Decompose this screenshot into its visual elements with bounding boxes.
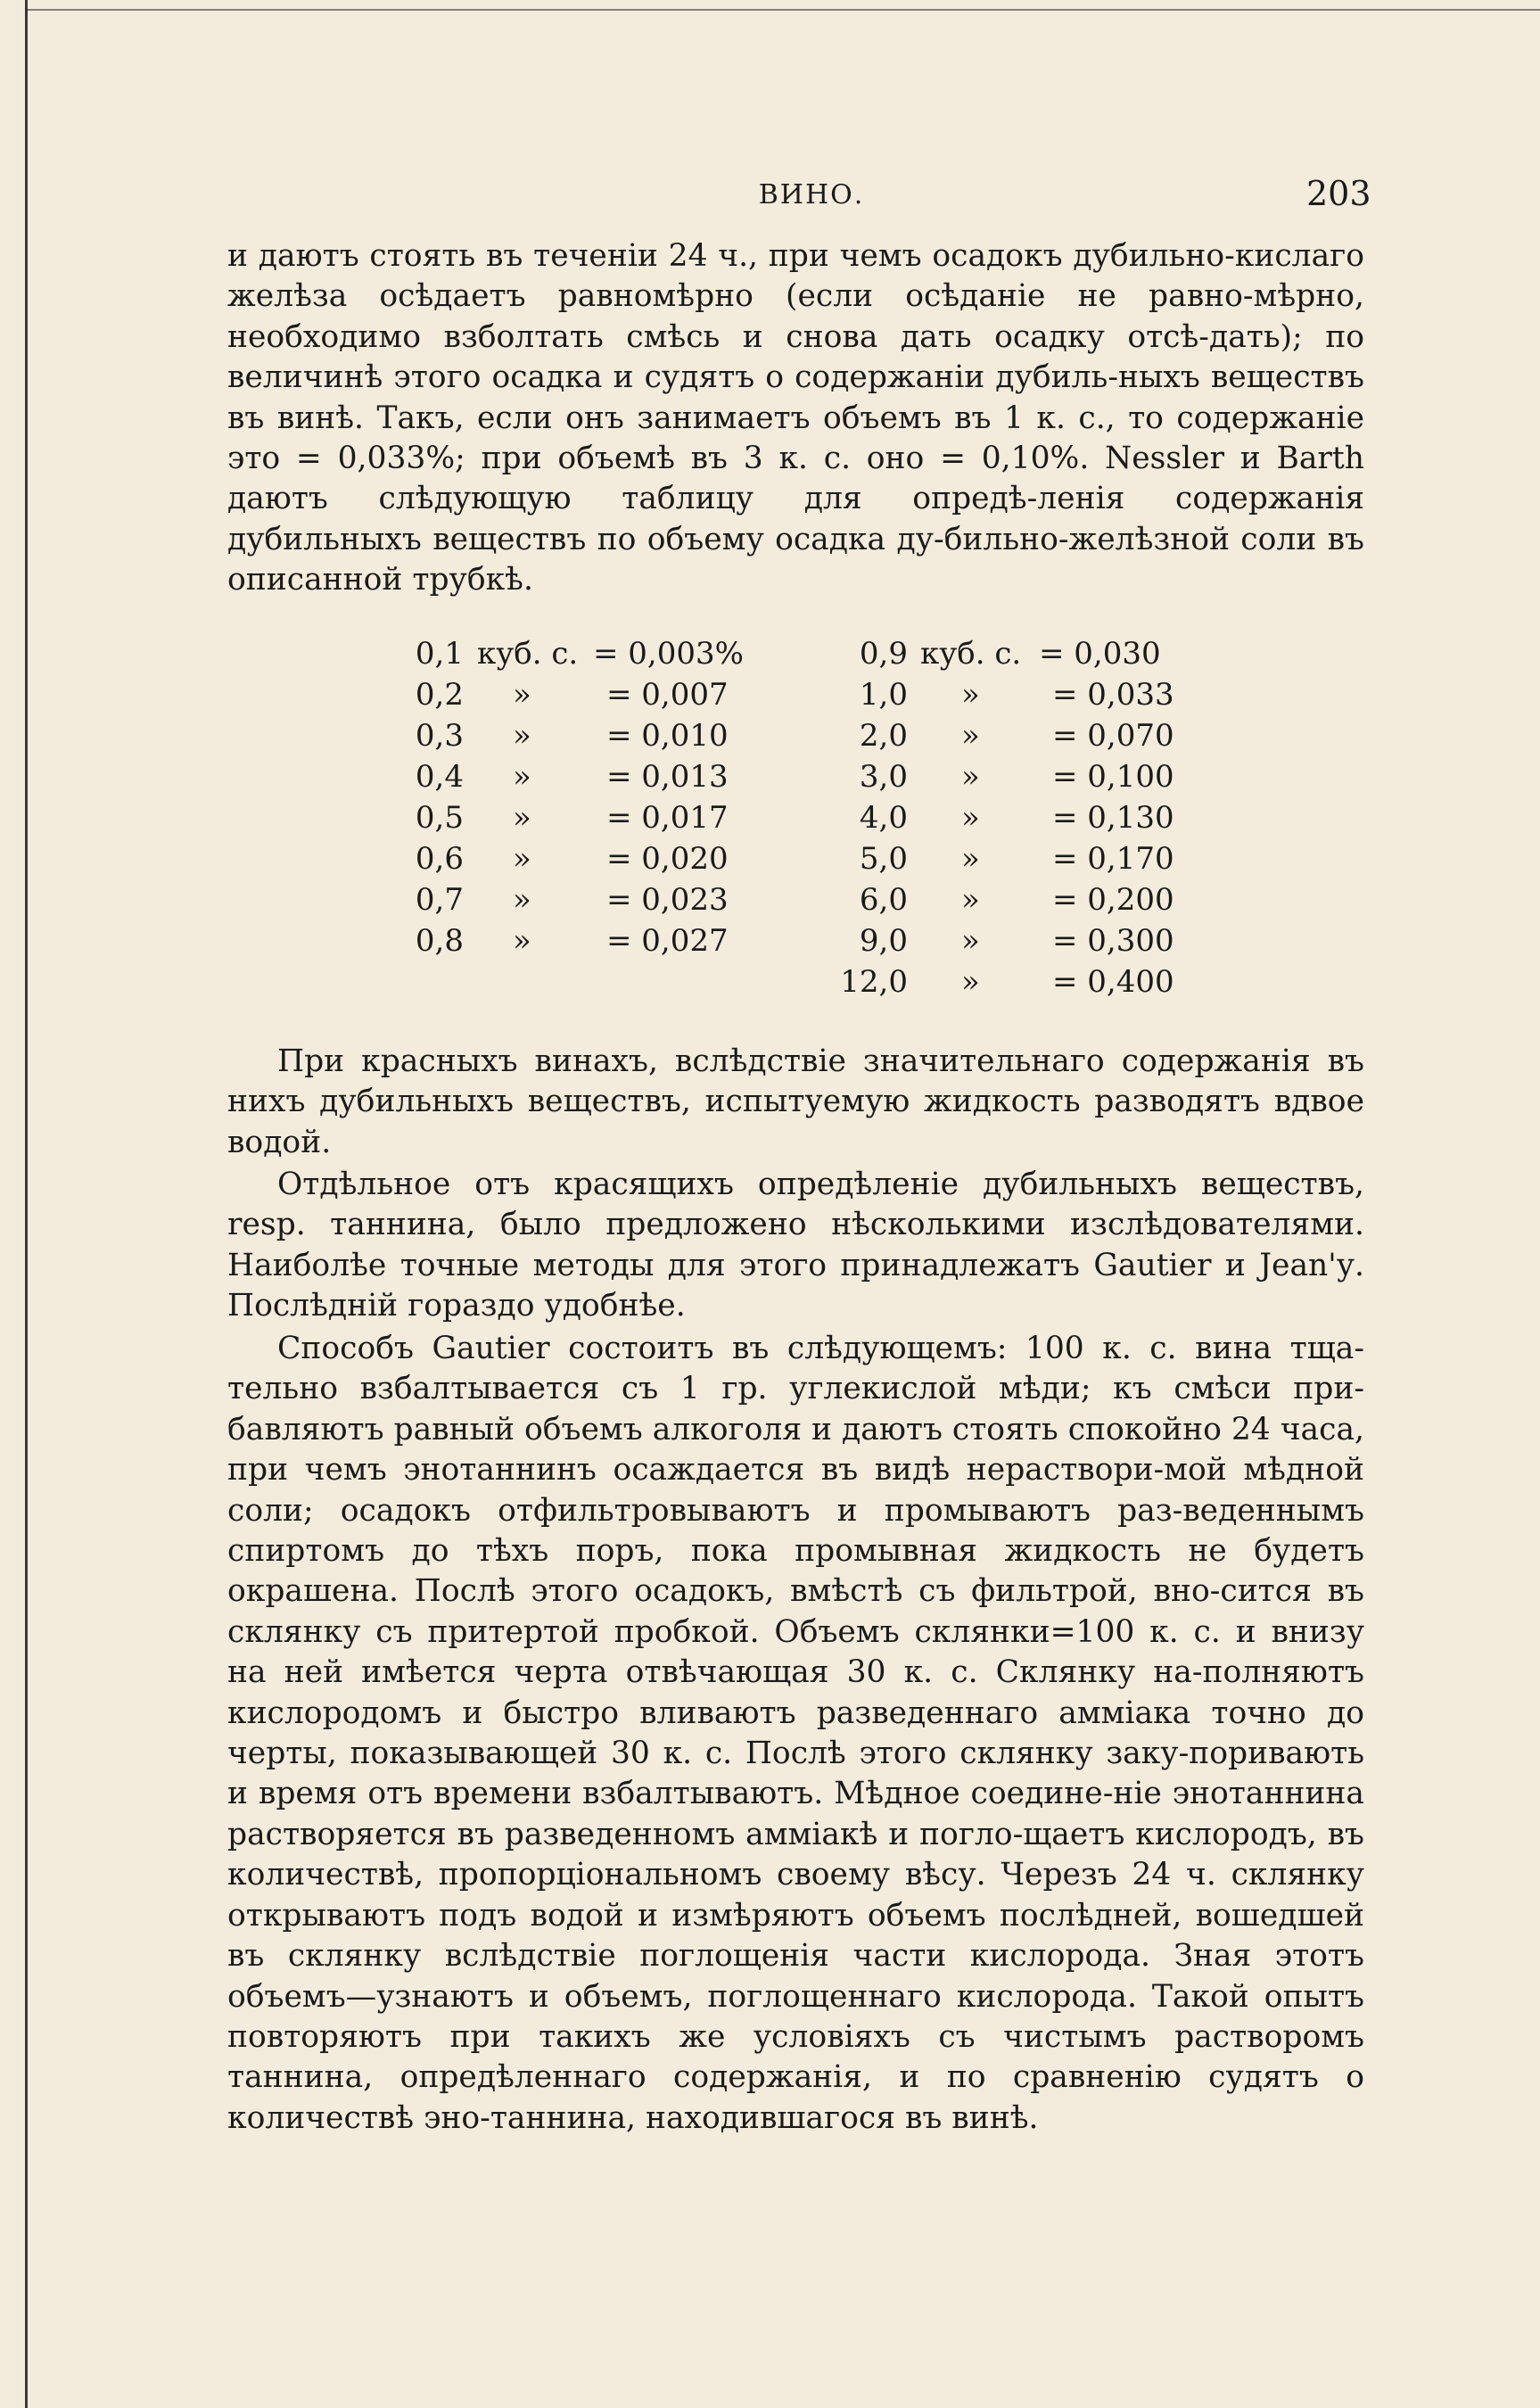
paragraph-red-wines bbox=[227, 1042, 1364, 1163]
right-result: = 0,400 bbox=[1052, 964, 1174, 1000]
table-row bbox=[0, 923, 1540, 964]
right-result: = 0,030 bbox=[1039, 636, 1161, 672]
left-ditto-mark: » bbox=[513, 841, 531, 877]
right-unit: куб. с. bbox=[920, 636, 1022, 672]
right-volume: 6,0 bbox=[859, 882, 908, 918]
left-volume: 0,8 bbox=[415, 923, 464, 959]
table-row bbox=[0, 841, 1540, 882]
left-result: = 0,023 bbox=[606, 882, 729, 918]
left-result: = 0,003% bbox=[593, 636, 744, 672]
left-volume: 0,1 bbox=[415, 636, 464, 672]
right-volume: 12,0 bbox=[840, 964, 908, 1000]
paragraph-text: и даютъ стоять въ теченіи 24 ч., при чемъ осадокъ дубильно-кислаго желѣза осѣдаетъ равномѣрно (если осѣданіе не равно-мѣрно, необходимо взболтать смѣсь и снова дать осадку отсѣ-дать); по величинѣ этого осадка и судятъ о содержаніи дубиль-ныхъ веществъ въ винѣ. Такъ, если онъ занимаетъ объемъ въ 1 к. с., то содержаніе это = 0,033%; при объемѣ въ 3 к. с. оно = 0,10%. Nessler и Barth даютъ слѣдующую таблицу для опредѣ-ленія содержанія дубильныхъ веществъ по объему осадка ду-бильно-желѣзной соли въ описанной трубкѣ. bbox=[227, 238, 1364, 598]
right-volume: 3,0 bbox=[859, 759, 908, 795]
right-volume: 2,0 bbox=[859, 718, 908, 754]
left-ditto-mark: » bbox=[513, 677, 531, 713]
right-ditto-mark: » bbox=[961, 923, 980, 959]
right-ditto-mark: » bbox=[961, 841, 980, 877]
table-row bbox=[0, 636, 1540, 677]
left-volume: 0,6 bbox=[415, 841, 464, 877]
right-volume: 5,0 bbox=[859, 841, 908, 877]
table-row bbox=[0, 718, 1540, 759]
right-volume: 4,0 bbox=[859, 800, 908, 836]
table-row bbox=[0, 964, 1540, 1005]
right-ditto-mark: » bbox=[961, 882, 980, 918]
paragraph-gautier-method bbox=[227, 1329, 1364, 2139]
paragraph-text: Отдѣльное отъ красящихъ опредѣленіе дубильныхъ веществъ, resp. таннина, было предложено нѣсколькими изслѣдователями. Наиболѣе точные методы для этого принадлежатъ Gautier и Jean'у. Послѣдній гораздо удобнѣе. bbox=[227, 1167, 1364, 1324]
left-unit: куб. с. bbox=[477, 636, 579, 672]
left-volume: 0,7 bbox=[415, 882, 464, 918]
sediment-volume-table bbox=[0, 636, 1540, 1010]
right-result: = 0,200 bbox=[1052, 882, 1174, 918]
left-volume: 0,3 bbox=[415, 718, 464, 754]
right-result: = 0,170 bbox=[1052, 841, 1174, 877]
page-edge bbox=[25, 0, 28, 2408]
left-ditto-mark: » bbox=[513, 718, 531, 754]
right-volume: 0,9 bbox=[859, 636, 908, 672]
right-volume: 9,0 bbox=[859, 923, 908, 959]
right-ditto-mark: » bbox=[961, 800, 980, 836]
paragraph-text: При красныхъ винахъ, вслѣдствіе значительнаго содержанія въ нихъ дубильныхъ веществъ, испытуемую жидкость разводятъ вдвое водой. bbox=[227, 1043, 1364, 1160]
left-volume: 0,2 bbox=[415, 677, 464, 713]
paragraph-tannin-sediment bbox=[227, 236, 1364, 601]
left-ditto-mark: » bbox=[513, 923, 531, 959]
paragraph-tannin-methods bbox=[227, 1165, 1364, 1327]
right-result: = 0,100 bbox=[1052, 759, 1174, 795]
paragraph-text: Способъ Gautier состоитъ въ слѣдующемъ: 100 к. с. вина тща-тельно взбалтывается съ 1 гр. углекислой мѣди; къ смѣси при-бавляютъ равный объемъ алкоголя и даютъ стоять спокойно 24 часа, при чемъ энотаннинъ осаждается въ видѣ нераствори-мой мѣдной соли; осадокъ отфильтровываютъ и промываютъ раз-веденнымъ спиртомъ до тѣхъ поръ, пока промывная жидкость не будетъ окрашена. Послѣ этого осадокъ, вмѣстѣ съ фильтрой, вно-сится въ склянку съ притертой пробкой. Объемъ склянки=100 к. с. и внизу на ней имѣется черта отвѣчающая 30 к. с. Склянку на-полняютъ кислородомъ и быстро вливаютъ разведеннаго амміака точно до черты, показывающей 30 к. с. Послѣ этого склянку заку-поривають и время отъ времени взбалтываютъ. Мѣдное соедине-ніе энотаннина растворяется въ разведенномъ амміакѣ и погло-щаетъ кислородъ, въ количествѣ, пропорціональномъ своему вѣсу. Черезъ 24 ч. склянку открываютъ подъ водой и измѣряютъ объемъ послѣдней, вошедшей въ склянку вслѣдствіе поглощенія части кислорода. Зная этотъ объемъ—узнаютъ и объемъ, поглощеннаго кислорода. Такой опытъ повторяютъ при такихъ же условіяхъ съ чистымъ растворомъ таннина, опредѣленнаго содержанія, и по сравненію судятъ о количествѣ эно-таннина, находившагося въ винѣ. bbox=[227, 1331, 1364, 2136]
right-result: = 0,070 bbox=[1052, 718, 1174, 754]
right-ditto-mark: » bbox=[961, 677, 980, 713]
right-ditto-mark: » bbox=[961, 964, 980, 1000]
left-result: = 0,020 bbox=[606, 841, 729, 877]
left-result: = 0,007 bbox=[606, 677, 729, 713]
right-volume: 1,0 bbox=[859, 677, 908, 713]
left-result: = 0,013 bbox=[606, 759, 729, 795]
table-row bbox=[0, 882, 1540, 923]
table-row bbox=[0, 677, 1540, 718]
right-ditto-mark: » bbox=[961, 718, 980, 754]
page-number: 203 bbox=[1306, 174, 1371, 213]
left-result: = 0,010 bbox=[606, 718, 729, 754]
page-header bbox=[0, 174, 1540, 219]
left-ditto-mark: » bbox=[513, 759, 531, 795]
right-result: = 0,130 bbox=[1052, 800, 1174, 836]
right-ditto-mark: » bbox=[961, 759, 980, 795]
left-result: = 0,027 bbox=[606, 923, 729, 959]
left-volume: 0,4 bbox=[415, 759, 464, 795]
running-title: ВИНО. bbox=[758, 179, 865, 210]
table-row bbox=[0, 759, 1540, 800]
left-volume: 0,5 bbox=[415, 800, 464, 836]
page-edge-top bbox=[25, 9, 1540, 11]
left-ditto-mark: » bbox=[513, 882, 531, 918]
table-row bbox=[0, 800, 1540, 841]
left-ditto-mark: » bbox=[513, 800, 531, 836]
left-result: = 0,017 bbox=[606, 800, 729, 836]
right-result: = 0,033 bbox=[1052, 677, 1174, 713]
right-result: = 0,300 bbox=[1052, 923, 1174, 959]
